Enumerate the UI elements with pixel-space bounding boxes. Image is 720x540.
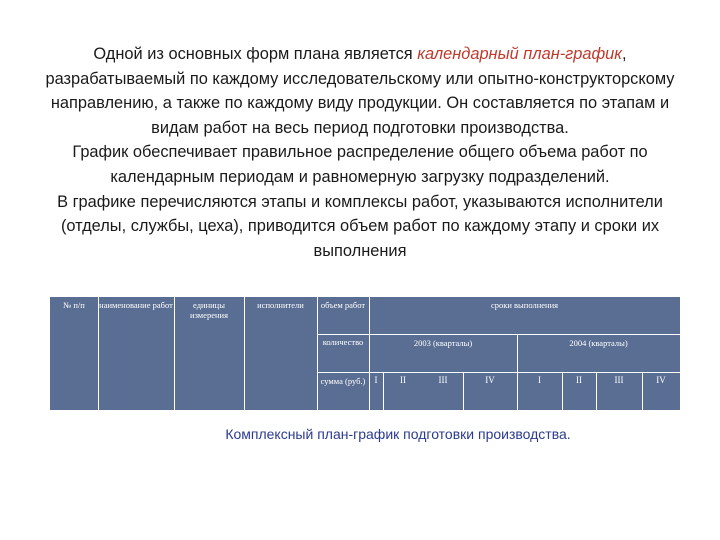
subheader-sum: сумма (руб.) <box>320 376 366 386</box>
quarter-2004-2: II <box>576 375 582 385</box>
table-caption <box>0 426 720 442</box>
quarter-2003-2: II <box>400 375 406 385</box>
paragraph-1-end: , разрабатываемый по каждому исследовательскому или опытно-конструкторскому направлению, а также по каждому виду продукции. Он составляется по этапам и видам работ на весь период подготовки производства. <box>45 45 675 137</box>
header-work-name: наименование работ <box>99 300 173 310</box>
quarter-2004-4: IV <box>656 375 666 385</box>
paragraph-2: График обеспечивает правильное распределение общего объема работ по календарным периодам и равномерную загрузку подразделений. <box>72 143 648 186</box>
highlighted-term: календарный план-график <box>417 45 623 63</box>
quarter-2004-1: I <box>538 375 541 385</box>
schedule-table <box>50 297 680 410</box>
paragraph-3: В графике перечисляются этапы и комплексы работ, указываются исполнители (отделы, службы, цеха), приводится объем работ по каждому этапу и сроки их выполнения <box>57 192 663 260</box>
subheader-year-2004: 2004 (кварталы) <box>569 338 628 348</box>
header-units: единицы измерения <box>190 300 228 320</box>
table-divider <box>317 297 318 410</box>
header-number: № п/п <box>63 300 85 310</box>
quarter-2003-1: I <box>374 375 378 385</box>
header-executors: исполнители <box>257 300 304 310</box>
header-deadlines: сроки выполнения <box>490 300 559 310</box>
subheader-quantity: количество <box>322 337 364 347</box>
table-divider <box>317 334 680 335</box>
quarter-2003-3: III <box>438 375 448 385</box>
table-divider <box>369 297 370 410</box>
subheader-year-2003: 2003 (кварталы) <box>413 338 473 348</box>
table-divider <box>98 297 99 410</box>
table-divider <box>317 372 680 373</box>
table-divider <box>244 297 245 410</box>
caption-text: Комплексный план-график подготовки производства. <box>225 426 571 442</box>
header-volume: объем работ <box>320 300 366 310</box>
paragraph-1-start: Одной из основных форм плана является <box>93 45 418 63</box>
paragraph-1 <box>40 42 680 140</box>
quarter-2003-4: IV <box>485 375 495 385</box>
slide-text <box>40 42 680 263</box>
quarter-2004-3: III <box>614 375 624 385</box>
